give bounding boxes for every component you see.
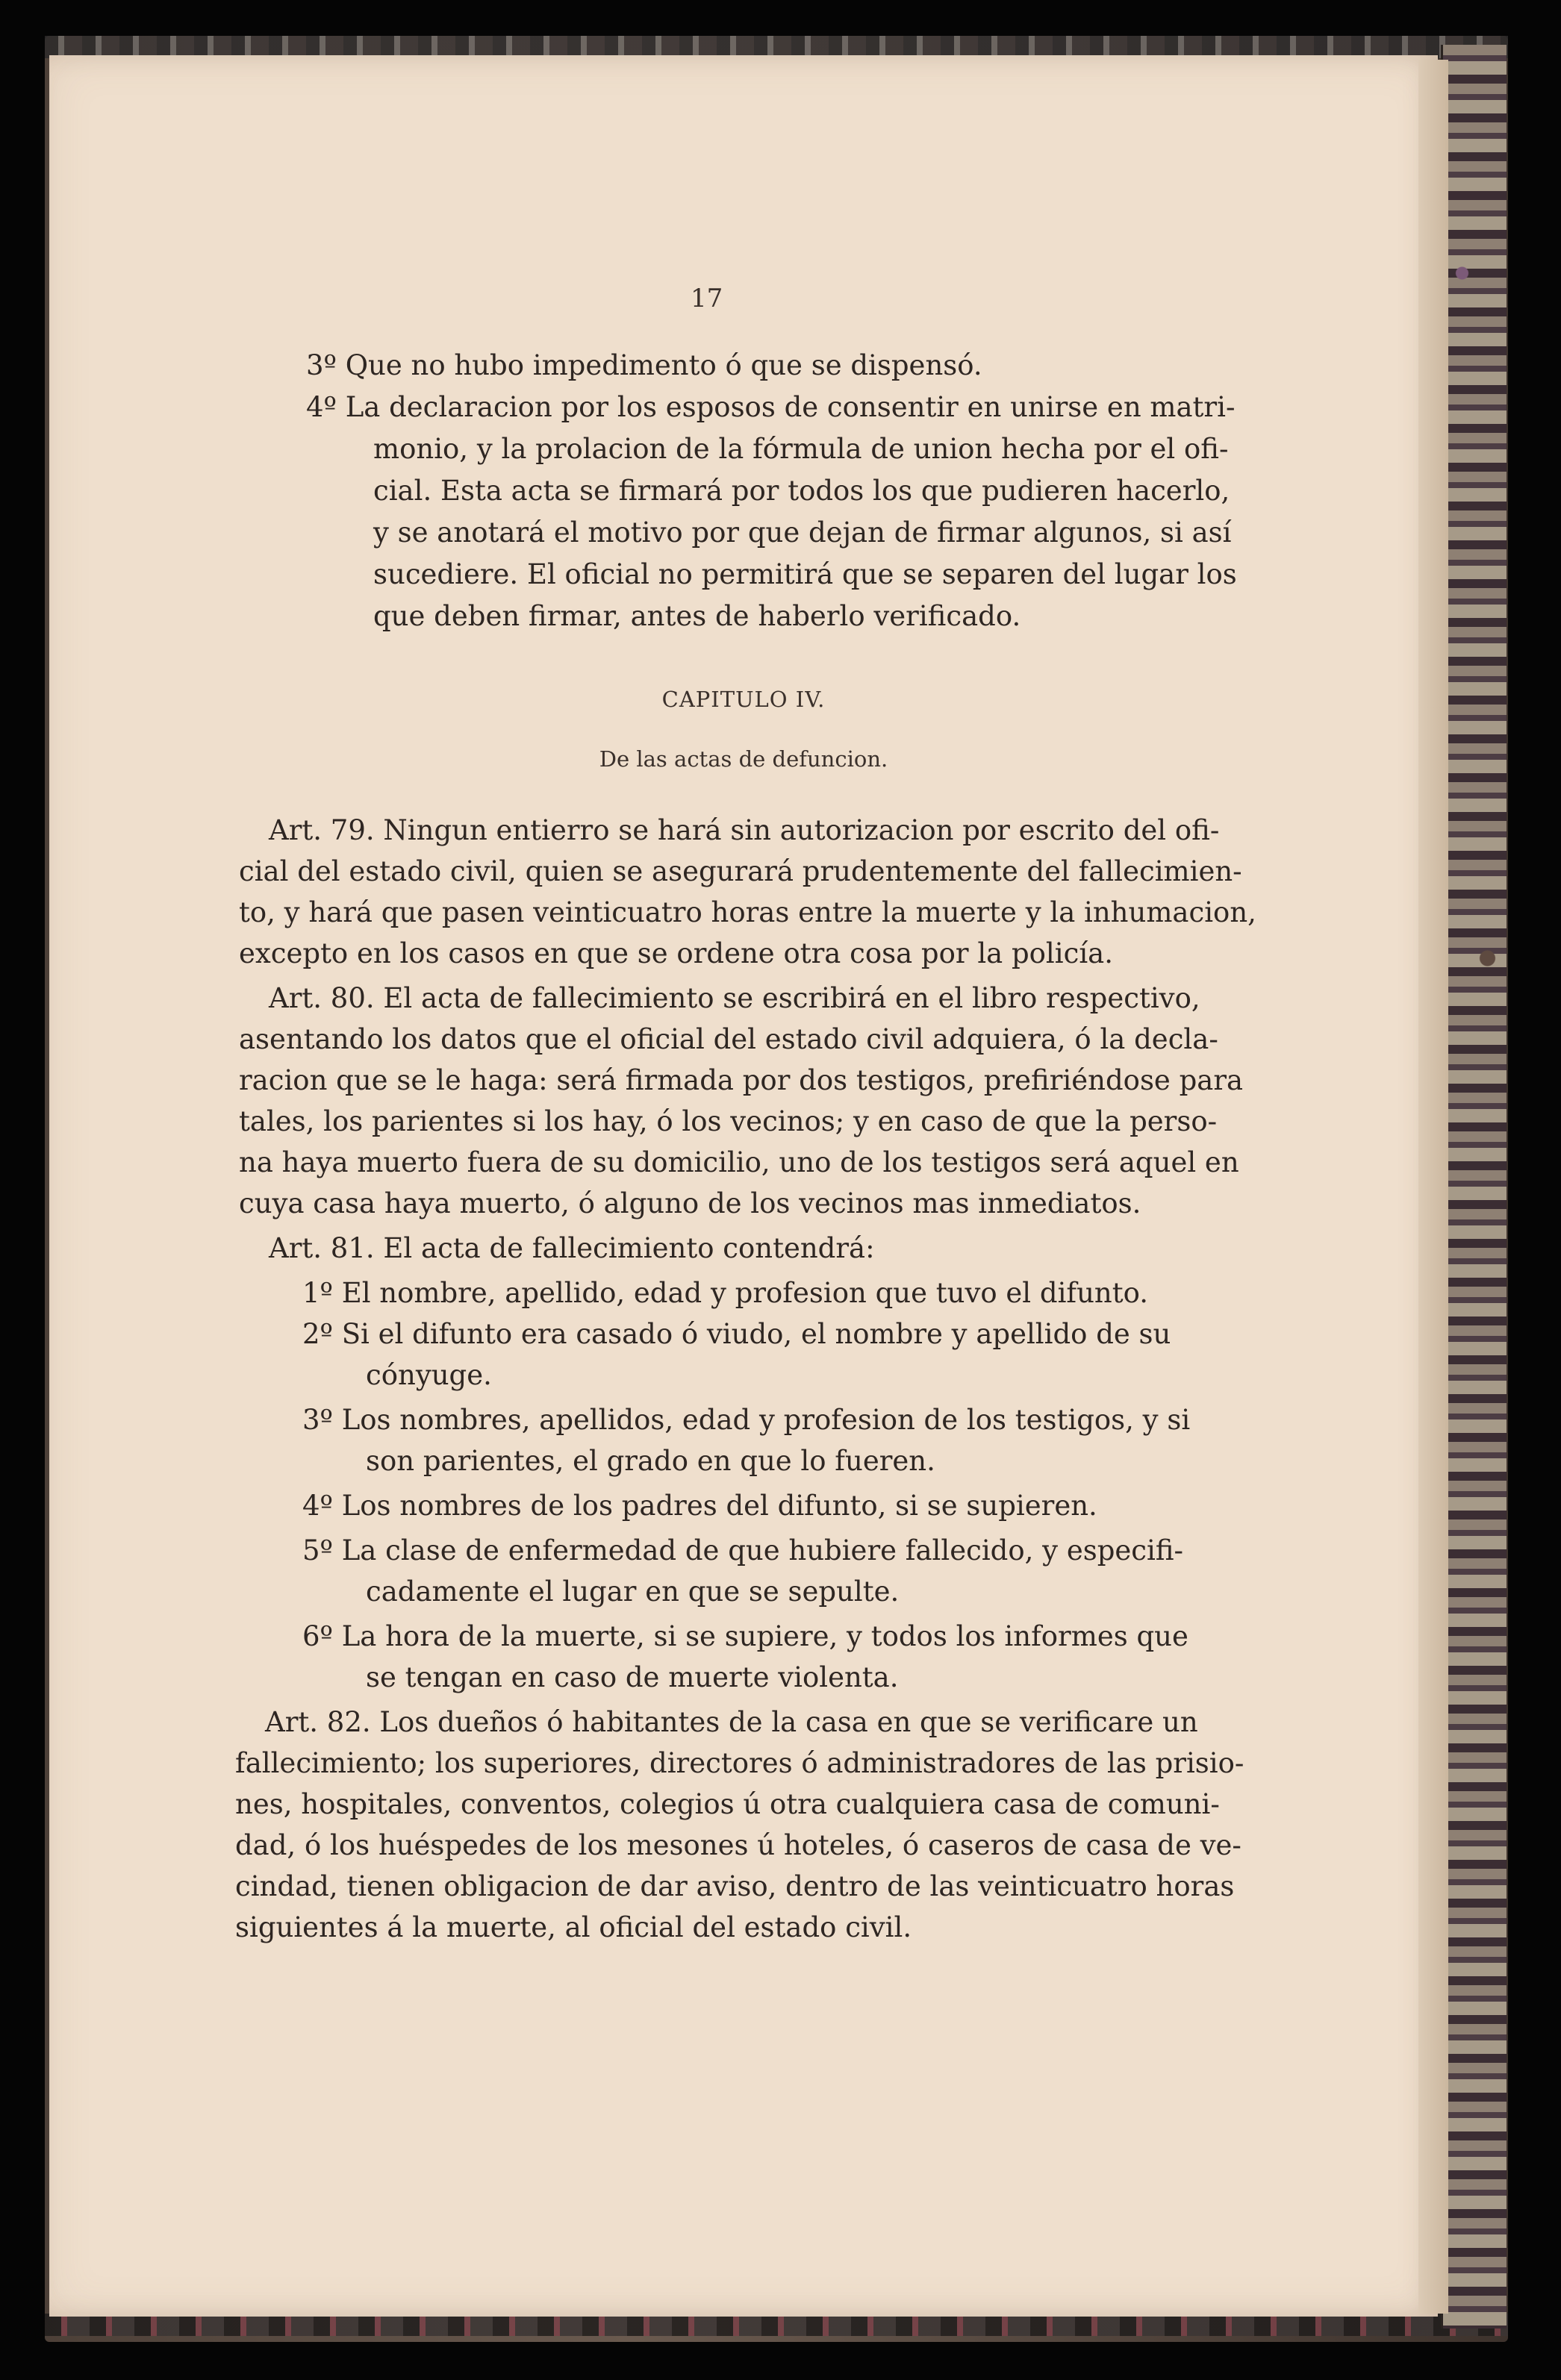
list-line: 4º Los nombres de los padres del difunto, si se supieren.	[302, 1490, 1097, 1522]
article-line: siguientes á la muerte, al oficial del estado civil.	[235, 1911, 912, 1943]
article-line: cuya casa haya muerto, ó alguno de los vecinos mas inmediatos.	[239, 1187, 1141, 1219]
text-line: que deben firmar, antes de haberlo verificado.	[373, 600, 1021, 632]
article-line: excepto en los casos en que se ordene otra cosa por la policía.	[239, 937, 1113, 969]
list-line: cónyuge.	[366, 1359, 492, 1391]
text-line: monio, y la prolacion de la fórmula de union hecha por el ofi-	[373, 433, 1229, 465]
list-line: 5º La clase de enfermedad de que hubiere fallecido, y especifi-	[302, 1534, 1184, 1567]
text-line: sucediere. El oficial no permitirá que se separen del lugar los	[373, 558, 1237, 590]
text-line: 3º Que no hubo impedimento ó que se dispensó.	[306, 349, 982, 381]
article-line: cindad, tienen obligacion de dar aviso, dentro de las veinticuatro horas	[235, 1870, 1235, 1902]
article-line: asentando los datos que el oficial del estado civil adquiera, ó la decla-	[239, 1023, 1218, 1055]
list-line: son parientes, el grado en que lo fueren.	[366, 1445, 935, 1477]
marbled-edge	[1441, 45, 1507, 2329]
article-line: dad, ó los huéspedes de los mesones ú hoteles, ó caseros de casa de ve-	[235, 1829, 1241, 1861]
book-edge-bottom	[45, 2314, 1508, 2336]
list-line: se tengan en caso de muerte violenta.	[366, 1661, 899, 1693]
article-line: na haya muerto fuera de su domicilio, uno de los testigos será aquel en	[239, 1146, 1239, 1178]
text-line: cial. Esta acta se firmará por todos los que pudieren hacerlo,	[373, 475, 1230, 507]
chapter-title: CAPITULO IV.	[661, 687, 826, 712]
list-line: 1º El nombre, apellido, edad y profesion que tuvo el difunto.	[302, 1277, 1149, 1309]
text-line: 4º La declaracion por los esposos de consentir en unirse en matri-	[306, 391, 1236, 423]
article-line: Art. 81. El acta de fallecimiento contendrá:	[269, 1232, 875, 1264]
article-line: nes, hospitales, conventos, colegios ú otra cualquiera casa de comuni-	[235, 1788, 1220, 1820]
article-line: Art. 80. El acta de fallecimiento se escribirá en el libro respectivo,	[269, 982, 1200, 1014]
list-line: cadamente el lugar en que se sepulte.	[366, 1575, 900, 1608]
article-line: Art. 79. Ningun entierro se hará sin autorizacion por escrito del ofi-	[269, 814, 1220, 846]
list-line: 3º Los nombres, apellidos, edad y profesion de los testigos, y si	[302, 1404, 1191, 1436]
article-line: fallecimiento; los superiores, directores ó administradores de las prisio-	[235, 1747, 1244, 1779]
article-line: racion que se le haga: será firmada por dos testigos, prefiriéndose para	[239, 1064, 1244, 1096]
page-number: 17	[691, 284, 723, 313]
list-line: 6º La hora de la muerte, si se supiere, y todos los informes que	[302, 1620, 1188, 1652]
article-line: Art. 82. Los dueños ó habitantes de la casa en que se verificare un	[265, 1706, 1198, 1738]
list-line: 2º Si el difunto era casado ó viudo, el nombre y apellido de su	[302, 1318, 1171, 1350]
article-line: tales, los parientes si los hay, ó los vecinos; y en caso de que la perso-	[239, 1105, 1218, 1137]
text-line: y se anotará el motivo por que dejan de firmar algunos, si así	[373, 516, 1232, 549]
chapter-subtitle: De las actas de defuncion.	[599, 746, 888, 772]
article-line: to, y hará que pasen veinticuatro horas entre la muerte y la inhumacion,	[239, 896, 1256, 928]
page-shadow	[1418, 60, 1448, 2314]
article-line: cial del estado civil, quien se asegurará prudentemente del fallecimien-	[239, 855, 1242, 887]
